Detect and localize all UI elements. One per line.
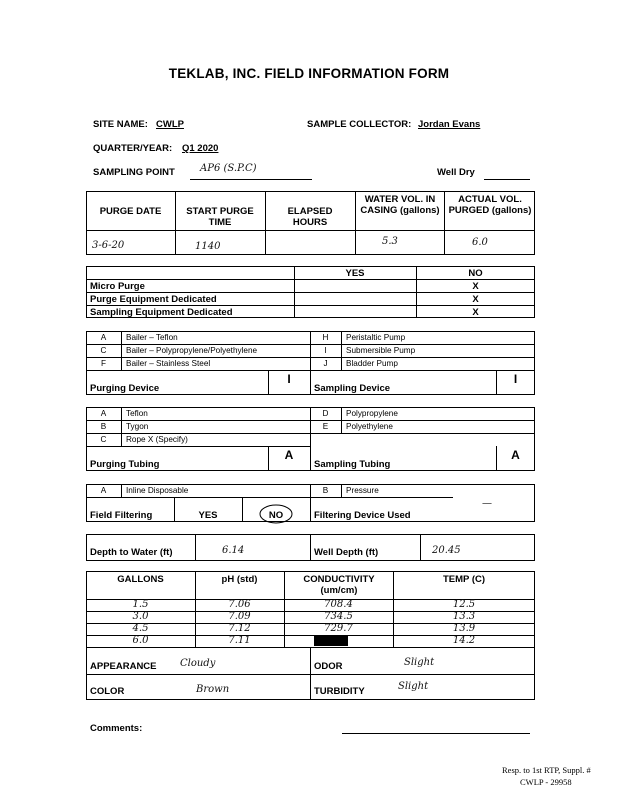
purging-tubing-label: Purging Tubing (90, 459, 160, 470)
odor-value[interactable]: Slight (404, 657, 435, 668)
yes-column-header: YES (345, 268, 365, 279)
device-name-bladder: Bladder Pump (346, 359, 398, 368)
reading-row-1-temp[interactable]: 12.5 (452, 599, 476, 610)
device-name-bailer-teflon: Bailer – Teflon (126, 333, 178, 342)
tubing-name-teflon: Teflon (126, 409, 148, 418)
well-depth-value[interactable]: 20.45 (432, 545, 461, 556)
quarter-year-label: QUARTER/YEAR: (93, 143, 173, 154)
reading-row-1-gallons[interactable]: 1.5 (132, 599, 149, 610)
field-filtering-label: Field Filtering (90, 510, 153, 521)
redaction-block (314, 636, 348, 646)
filter-name-pressure: Pressure (346, 486, 379, 495)
conductivity-header: CONDUCTIVITY (um/cm) (303, 574, 375, 596)
tubing-code-b: B (100, 422, 107, 431)
tubing-name-tygon: Tygon (126, 422, 149, 431)
no-column-header: NO (468, 268, 483, 279)
device-code-j: J (323, 359, 328, 368)
tubing-code-e: E (322, 422, 329, 431)
start-purge-time-header: START PURGE TIME (186, 206, 254, 228)
sampling-tubing-label: Sampling Tubing (314, 459, 391, 470)
turbidity-label: TURBIDITY (314, 686, 365, 697)
water-vol-casing-header: WATER VOL. IN CASING (gallons) (360, 194, 440, 216)
tubing-name-rope: Rope X (Specify) (126, 435, 188, 444)
water-vol-casing-value[interactable]: 5.3 (382, 236, 398, 247)
gallons-header: GALLONS (117, 574, 164, 585)
actual-vol-purged-value[interactable]: 6.0 (472, 237, 488, 248)
purge-equipment-dedicated-label: Purge Equipment Dedicated (90, 294, 217, 305)
reading-row-4-temp[interactable]: 14.2 (452, 635, 476, 646)
device-code-c: C (100, 346, 107, 355)
tubing-code-c: C (100, 435, 107, 444)
reading-row-4-ph[interactable]: 7.11 (228, 635, 251, 646)
color-label: COLOR (90, 686, 125, 697)
tubing-name-polypropylene: Polypropylene (346, 409, 398, 418)
temp-header: TEMP (C) (442, 574, 486, 585)
sampling-point-value[interactable]: AP6 (S.P.C) (200, 163, 257, 174)
actual-vol-purged-header: ACTUAL VOL. PURGED (gallons) (448, 194, 532, 216)
depth-to-water-value[interactable]: 6.14 (222, 545, 245, 556)
reading-row-2-conductivity[interactable]: 734.5 (324, 611, 353, 622)
site-name-label: SITE NAME: (93, 119, 148, 130)
footer-response-reference: Resp. to 1st RTP, Suppl. # (502, 765, 591, 775)
reading-row-3-ph[interactable]: 7.12 (228, 623, 251, 634)
purge-date-header: PURGE DATE (99, 206, 162, 217)
purge-equipment-dedicated-no[interactable]: X (472, 294, 479, 305)
purge-date-value[interactable]: 3-6-20 (92, 240, 125, 251)
reading-row-4-gallons[interactable]: 6.0 (132, 635, 149, 646)
reading-row-3-temp[interactable]: 13.9 (452, 623, 476, 634)
comments-field[interactable] (342, 720, 530, 733)
reading-row-3-gallons[interactable]: 4.5 (132, 623, 149, 634)
purging-tubing-value[interactable]: A (284, 448, 294, 462)
reading-row-2-temp[interactable]: 13.3 (452, 611, 476, 622)
reading-row-2-gallons[interactable]: 3.0 (132, 611, 149, 622)
sample-collector-value[interactable]: Jordan Evans (418, 119, 481, 130)
micro-purge-label: Micro Purge (90, 281, 145, 292)
no-circled-mark-icon (258, 503, 294, 525)
device-code-f: F (100, 359, 106, 368)
device-name-bailer-poly: Bailer – Polypropylene/Polyethylene (126, 346, 258, 355)
quarter-year-value[interactable]: Q1 2020 (182, 143, 219, 154)
appearance-value[interactable]: Cloudy (180, 658, 216, 669)
well-dry-field[interactable] (484, 166, 530, 179)
sample-collector-label: SAMPLE COLLECTOR: (307, 119, 412, 130)
sampling-device-value[interactable]: I (513, 372, 518, 386)
device-name-bailer-steel: Bailer – Stainless Steel (126, 359, 211, 368)
sampling-equipment-dedicated-label: Sampling Equipment Dedicated (90, 307, 233, 318)
well-depth-label: Well Depth (ft) (314, 547, 379, 558)
well-dry-label: Well Dry (437, 167, 475, 178)
color-value[interactable]: Brown (196, 684, 230, 695)
field-filtering-yes[interactable]: YES (198, 510, 218, 521)
reading-row-1-ph[interactable]: 7.06 (228, 599, 251, 610)
field-filtering-no[interactable]: NO (268, 510, 284, 521)
comments-label: Comments: (90, 723, 143, 734)
reading-row-3-conductivity[interactable]: 729.7 (324, 623, 353, 634)
start-purge-time-value[interactable]: 1140 (195, 241, 221, 252)
micro-purge-no[interactable]: X (472, 281, 479, 292)
purging-device-value[interactable]: I (287, 372, 291, 386)
device-name-peristaltic: Peristaltic Pump (346, 333, 406, 342)
tubing-code-a: A (100, 409, 107, 418)
depth-to-water-label: Depth to Water (ft) (90, 547, 173, 558)
sampling-point-label: SAMPLING POINT (93, 167, 175, 178)
reading-row-2-ph[interactable]: 7.09 (228, 611, 251, 622)
reading-row-1-conductivity[interactable]: 708.4 (324, 599, 353, 610)
filtering-device-used-label: Filtering Device Used (314, 510, 411, 521)
turbidity-value[interactable]: Slight (398, 681, 429, 692)
tubing-code-d: D (322, 409, 329, 418)
footer-bates-number: CWLP - 29958 (520, 777, 572, 787)
filter-name-inline: Inline Disposable (126, 486, 189, 495)
device-code-a: A (100, 333, 107, 342)
appearance-label: APPEARANCE (90, 661, 157, 672)
filter-code-b: B (322, 486, 329, 495)
form-title: TEKLAB, INC. FIELD INFORMATION FORM (168, 66, 450, 81)
device-name-submersible: Submersible Pump (346, 346, 416, 355)
device-code-h: H (322, 333, 329, 342)
site-name-value[interactable]: CWLP (156, 119, 184, 130)
ph-header: pH (std) (221, 574, 258, 585)
tubing-name-polyethylene: Polyethylene (346, 422, 393, 431)
purging-device-label: Purging Device (90, 383, 160, 394)
elapsed-hours-header: ELAPSED HOURS (287, 206, 333, 228)
odor-label: ODOR (314, 661, 343, 672)
filtering-device-used-value[interactable]: — (482, 498, 492, 509)
device-code-i: I (324, 346, 327, 355)
filter-code-a: A (100, 486, 107, 495)
sampling-tubing-value[interactable]: A (511, 448, 520, 462)
sampling-equipment-dedicated-no[interactable]: X (472, 307, 479, 318)
sampling-device-label: Sampling Device (314, 383, 391, 394)
